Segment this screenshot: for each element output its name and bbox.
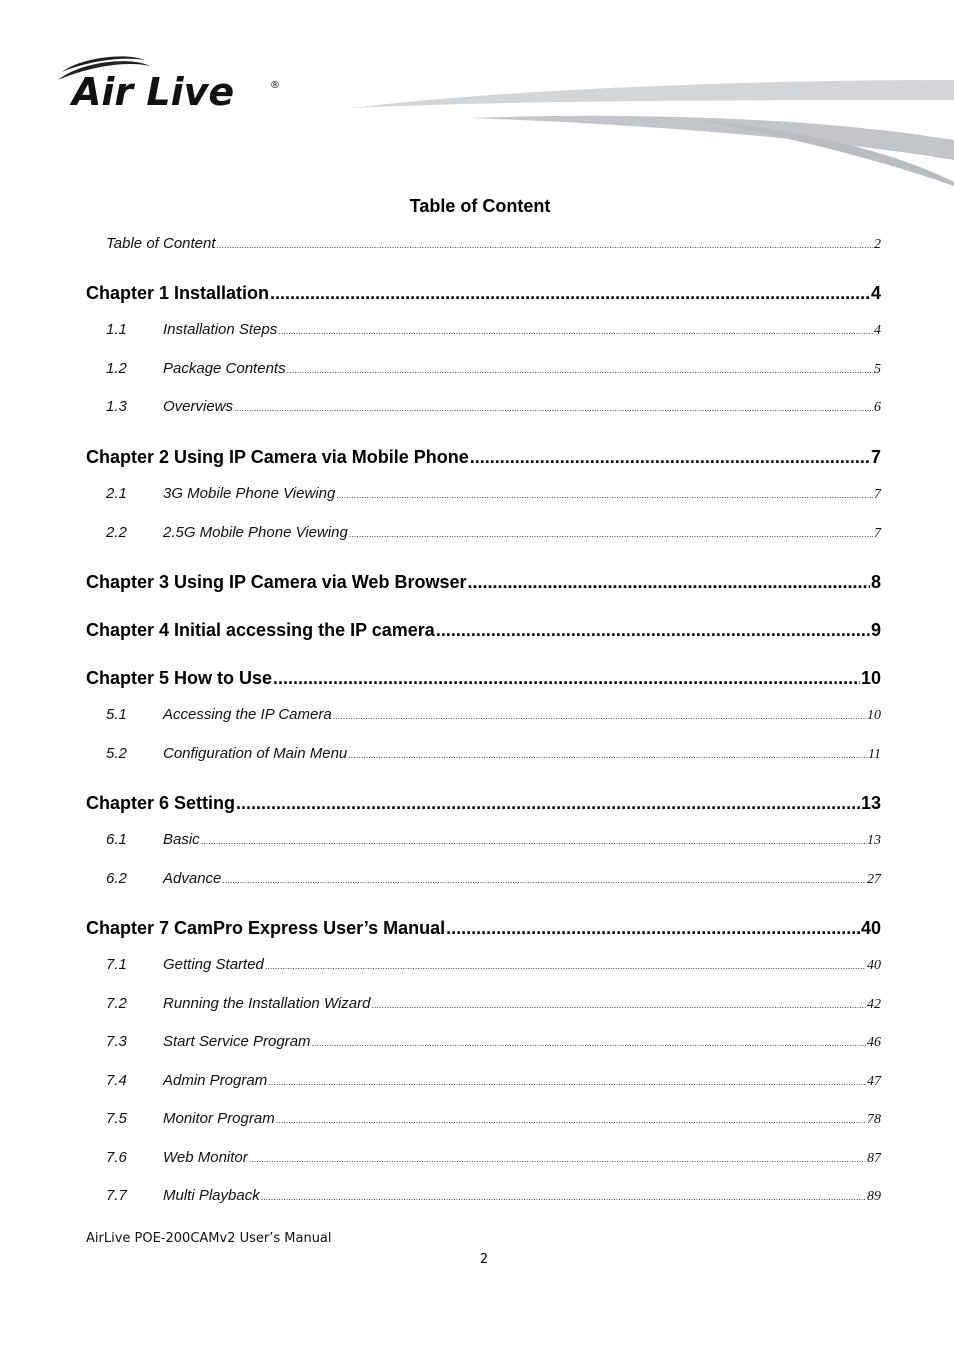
toc-section-label: Basic	[163, 831, 200, 848]
toc-section-1-1[interactable]	[106, 321, 881, 339]
toc-section-number: 6.2	[106, 870, 127, 887]
toc-chapter-page: 9	[870, 620, 881, 640]
toc-section-page: 47	[867, 1074, 881, 1089]
dot-leader	[333, 711, 866, 721]
toc-chapter-label: Chapter 1 Installation	[86, 283, 270, 303]
toc-section-page: 40	[867, 958, 881, 973]
toc-chapter-page: 13	[860, 793, 881, 813]
dot-leader	[470, 447, 870, 468]
toc-section-page: 42	[867, 997, 881, 1012]
dot-leader	[217, 240, 873, 250]
toc-section-page: 78	[867, 1112, 881, 1127]
dot-leader	[467, 572, 870, 593]
toc-section-label: Web Monitor	[163, 1149, 248, 1166]
brand-logo: Air Live	[72, 70, 235, 114]
toc-section-number: 7.4	[106, 1072, 127, 1089]
toc-section-number: 7.5	[106, 1110, 127, 1127]
toc-chapter-7[interactable]	[86, 918, 881, 939]
footer-page-number: 2	[479, 1252, 489, 1267]
dot-leader	[249, 1154, 866, 1164]
toc-section-7-7[interactable]	[106, 1187, 881, 1205]
toc-chapter-page: 7	[870, 447, 881, 467]
toc-section-label: Admin Program	[163, 1072, 268, 1089]
toc-section-label: Configuration of Main Menu	[163, 745, 348, 762]
dot-leader	[312, 1038, 866, 1048]
toc-chapter-page: 40	[860, 918, 881, 938]
toc-section-number: 7.6	[106, 1149, 127, 1166]
toc-section-7-1[interactable]	[106, 956, 881, 974]
toc-section-page: 4	[874, 323, 881, 338]
toc-section-label: Monitor Program	[163, 1110, 275, 1127]
dot-leader	[268, 1077, 866, 1087]
toc-entry-label: Table of Content	[106, 235, 216, 252]
toc-heading: Table of Content	[409, 196, 551, 216]
dot-leader	[236, 793, 860, 814]
toc-section-7-3[interactable]	[106, 1033, 881, 1051]
toc-chapter-6[interactable]	[86, 793, 881, 814]
toc-section-page: 13	[867, 833, 881, 848]
toc-section-label: Advance	[163, 870, 222, 887]
dot-leader	[265, 961, 866, 971]
toc-section-number: 7.1	[106, 956, 127, 973]
page-header	[0, 0, 954, 190]
toc-section-2-1[interactable]	[106, 485, 881, 503]
toc-chapter-label: Chapter 3 Using IP Camera via Web Browser	[86, 572, 467, 592]
toc-section-number: 2.2	[106, 524, 127, 541]
registered-mark: ®	[270, 80, 280, 91]
dot-leader	[222, 875, 866, 885]
dot-leader	[201, 836, 866, 846]
dot-leader	[287, 365, 873, 375]
toc-section-6-1[interactable]	[106, 831, 881, 849]
toc-section-number: 5.1	[106, 706, 127, 723]
toc-section-page: 87	[867, 1151, 881, 1166]
toc-chapter-5[interactable]	[86, 668, 881, 689]
toc-chapter-label: Chapter 2 Using IP Camera via Mobile Phone	[86, 447, 469, 467]
toc-chapter-3[interactable]	[86, 572, 881, 593]
toc-chapter-page: 8	[870, 572, 881, 592]
dot-leader	[276, 1115, 866, 1125]
dot-leader	[371, 1000, 866, 1010]
toc-chapter-page: 4	[870, 283, 881, 303]
toc-section-page: 5	[874, 362, 881, 377]
toc-section-page: 89	[867, 1189, 881, 1204]
toc-section-7-5[interactable]	[106, 1110, 881, 1128]
toc-section-label: Package Contents	[163, 360, 286, 377]
toc-section-label: Overviews	[163, 398, 234, 415]
dot-leader	[270, 283, 870, 304]
toc-section-page: 7	[874, 526, 881, 541]
toc-section-label: 3G Mobile Phone Viewing	[163, 485, 336, 502]
toc-section-1-2[interactable]	[106, 360, 881, 378]
toc-section-7-4[interactable]	[106, 1072, 881, 1090]
toc-section-page: 7	[874, 487, 881, 502]
footer-manual-title: AirLive POE-200CAMv2 User’s Manual	[86, 1231, 332, 1246]
toc-entry-page: 2	[874, 237, 881, 252]
toc-section-number: 7.7	[106, 1187, 127, 1204]
toc-chapter-label: Chapter 7 CamPro Express User’s Manual	[86, 918, 446, 938]
toc-section-page: 6	[874, 400, 881, 415]
toc-section-1-3[interactable]	[106, 398, 881, 416]
toc-section-label: Installation Steps	[163, 321, 278, 338]
toc-chapter-1[interactable]	[86, 283, 881, 304]
dot-leader	[273, 668, 860, 689]
toc-chapter-label: Chapter 5 How to Use	[86, 668, 273, 688]
toc-section-label: Getting Started	[163, 956, 264, 973]
toc-section-label: Accessing the IP Camera	[163, 706, 332, 723]
toc-section-number: 1.1	[106, 321, 127, 338]
toc-section-7-6[interactable]	[106, 1149, 881, 1167]
toc-section-number: 1.3	[106, 398, 127, 415]
dot-leader	[261, 1192, 866, 1202]
dot-leader	[446, 918, 860, 939]
toc-section-5-1[interactable]	[106, 706, 881, 724]
dot-leader	[234, 403, 873, 413]
toc-chapter-4[interactable]	[86, 620, 881, 641]
toc-section-label: 2.5G Mobile Phone Viewing	[163, 524, 348, 541]
toc-section-6-2[interactable]	[106, 870, 881, 888]
toc-section-page: 11	[868, 747, 881, 762]
toc-section-label: Multi Playback	[163, 1187, 260, 1204]
dot-leader	[278, 326, 873, 336]
toc-section-number: 1.2	[106, 360, 127, 377]
dot-leader	[349, 529, 873, 539]
toc-section-number: 6.1	[106, 831, 127, 848]
dot-leader	[348, 750, 867, 760]
toc-chapter-label: Chapter 4 Initial accessing the IP camera	[86, 620, 435, 640]
toc-section-number: 5.2	[106, 745, 127, 762]
toc-section-page: 10	[867, 708, 881, 723]
toc-section-7-2[interactable]	[106, 995, 881, 1013]
dot-leader	[436, 620, 870, 641]
toc-section-2-2[interactable]	[106, 524, 881, 542]
toc-section-number: 2.1	[106, 485, 127, 502]
dot-leader	[336, 490, 873, 500]
toc-section-number: 7.2	[106, 995, 127, 1012]
toc-section-page: 27	[867, 872, 881, 887]
toc-chapter-label: Chapter 6 Setting	[86, 793, 236, 813]
toc-section-number: 7.3	[106, 1033, 127, 1050]
toc-section-label: Start Service Program	[163, 1033, 311, 1050]
toc-section-label: Running the Installation Wizard	[163, 995, 371, 1012]
toc-entry-table-of-content[interactable]	[106, 235, 881, 253]
toc-section-page: 46	[867, 1035, 881, 1050]
toc-chapter-page: 10	[860, 668, 881, 688]
toc-chapter-2[interactable]	[86, 447, 881, 468]
toc-section-5-2[interactable]	[106, 745, 881, 763]
